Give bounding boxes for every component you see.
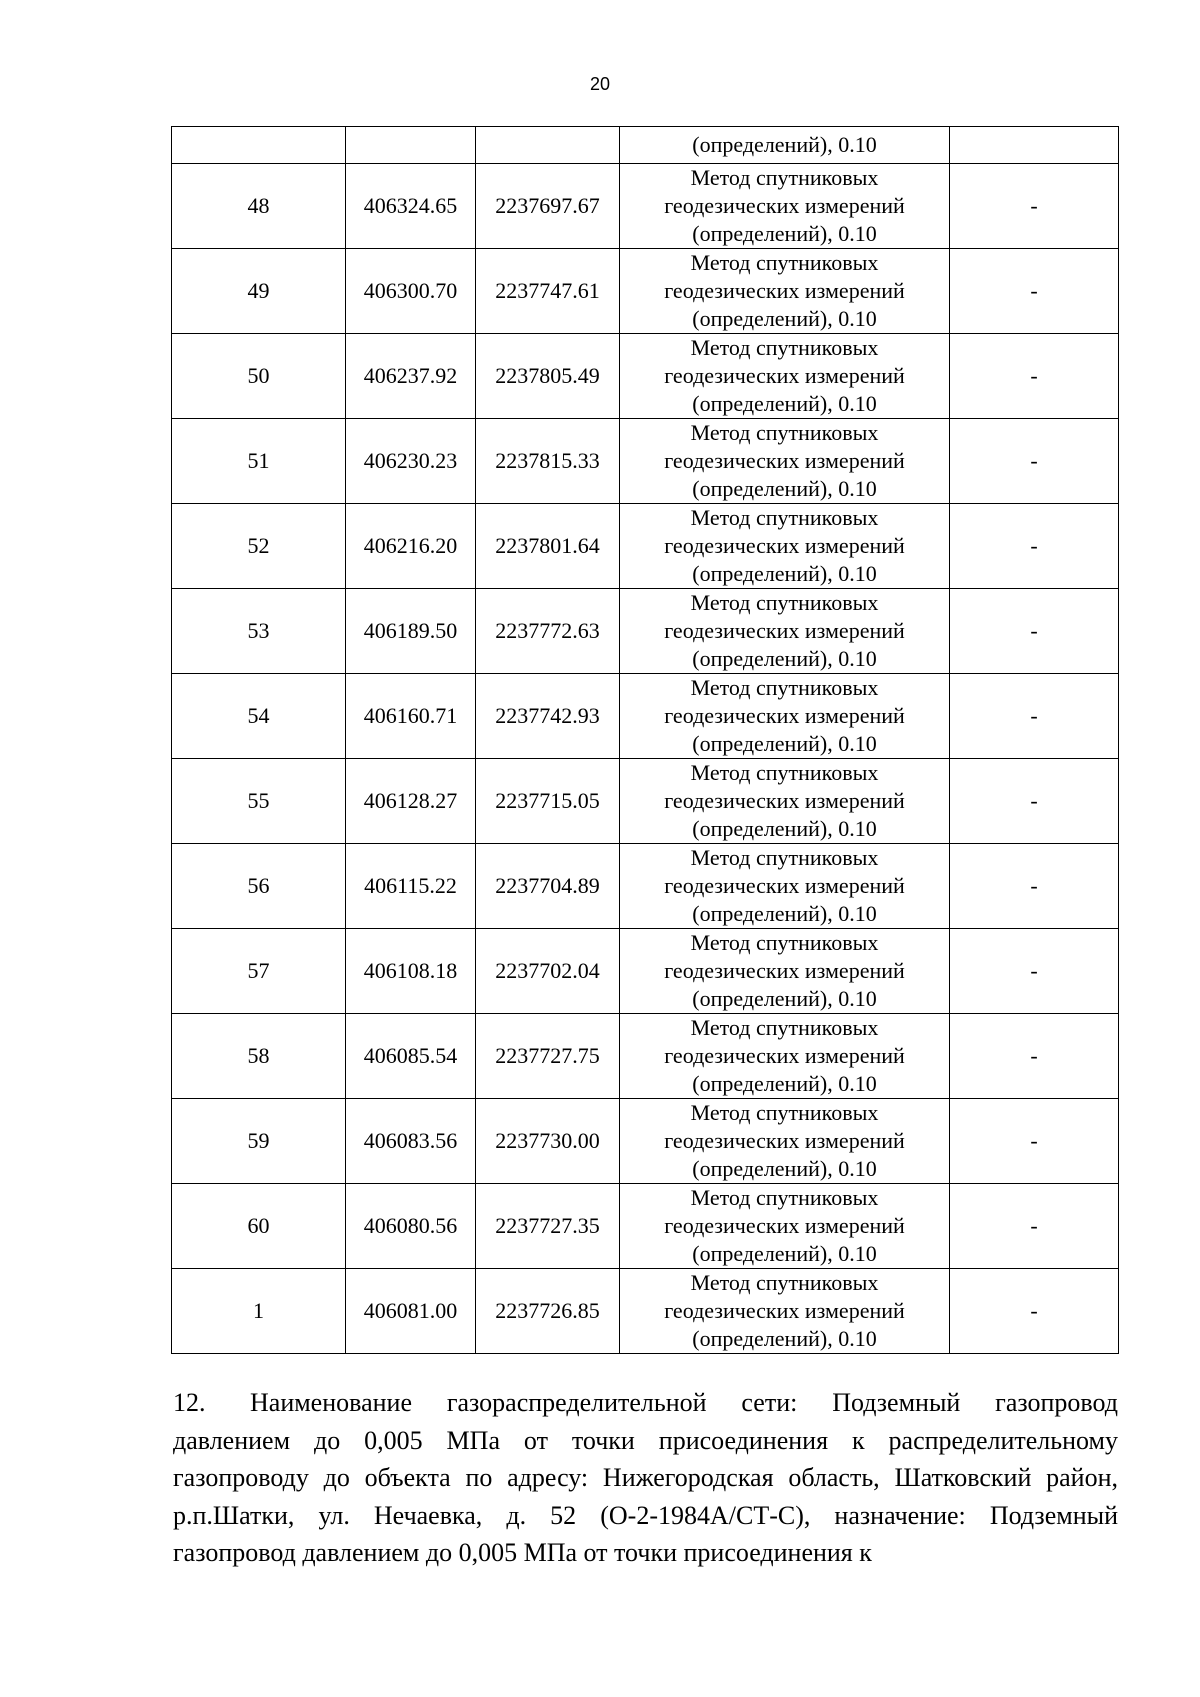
method-line: (определений), 0.10 xyxy=(692,1071,877,1096)
method-cell xyxy=(620,1014,950,1099)
y-coordinate-cell: 2237702.04 xyxy=(476,929,620,1014)
method-line: геодезических измерений xyxy=(664,788,905,813)
y-coordinate-cell xyxy=(476,127,620,164)
x-coordinate-cell: 406189.50 xyxy=(346,589,476,674)
y-coordinate-cell: 2237805.49 xyxy=(476,334,620,419)
method-line: Метод спутниковых xyxy=(690,845,879,870)
note-cell: - xyxy=(950,334,1119,419)
method-cell xyxy=(620,929,950,1014)
page-number: 20 xyxy=(589,74,611,94)
method-line: Метод спутниковых xyxy=(690,420,879,445)
method-line: Метод спутниковых xyxy=(690,930,879,955)
method-line: Метод спутниковых xyxy=(690,505,879,530)
note-cell: - xyxy=(950,249,1119,334)
point-cell xyxy=(172,127,346,164)
method-line: геодезических измерений xyxy=(664,873,905,898)
method-line: (определений), 0.10 xyxy=(692,561,877,586)
x-coordinate-cell: 406128.27 xyxy=(346,759,476,844)
method-line: геодезических измерений xyxy=(664,1128,905,1153)
method-cell xyxy=(620,589,950,674)
method-line: геодезических измерений xyxy=(664,618,905,643)
method-line: (определений), 0.10 xyxy=(692,816,877,841)
y-coordinate-cell: 2237704.89 xyxy=(476,844,620,929)
method-line: (определений), 0.10 xyxy=(692,1241,877,1266)
method-line: Метод спутниковых xyxy=(690,590,879,615)
method-line: геодезических измерений xyxy=(664,1213,905,1238)
method-line: геодезических измерений xyxy=(664,1298,905,1323)
y-coordinate-cell: 2237727.75 xyxy=(476,1014,620,1099)
method-line: Метод спутниковых xyxy=(690,1185,879,1210)
coordinates-table xyxy=(171,126,1119,1354)
y-coordinate-cell: 2237697.67 xyxy=(476,164,620,249)
table-row xyxy=(172,674,1119,759)
table-row xyxy=(172,759,1119,844)
method-line: геодезических измерений xyxy=(664,533,905,558)
method-cell xyxy=(620,759,950,844)
note-cell: - xyxy=(950,929,1119,1014)
table-row xyxy=(172,164,1119,249)
method-cell xyxy=(620,1269,950,1354)
table-row xyxy=(172,589,1119,674)
point-cell: 53 xyxy=(172,589,346,674)
method-line: (определений), 0.10 xyxy=(692,901,877,926)
x-coordinate-cell: 406300.70 xyxy=(346,249,476,334)
y-coordinate-cell: 2237726.85 xyxy=(476,1269,620,1354)
method-line: геодезических измерений xyxy=(664,363,905,388)
x-coordinate-cell: 406080.56 xyxy=(346,1184,476,1269)
note-cell: - xyxy=(950,844,1119,929)
table-row xyxy=(172,249,1119,334)
method-line: (определений), 0.10 xyxy=(692,1156,877,1181)
y-coordinate-cell: 2237815.33 xyxy=(476,419,620,504)
x-coordinate-cell: 406216.20 xyxy=(346,504,476,589)
method-line: Метод спутниковых xyxy=(690,335,879,360)
table-row xyxy=(172,334,1119,419)
point-cell: 60 xyxy=(172,1184,346,1269)
method-line: (определений), 0.10 xyxy=(692,1326,877,1351)
method-line: геодезических измерений xyxy=(664,1043,905,1068)
method-line: геодезических измерений xyxy=(664,958,905,983)
note-cell: - xyxy=(950,504,1119,589)
x-coordinate-cell: 406085.54 xyxy=(346,1014,476,1099)
table-row-continued xyxy=(172,127,1119,164)
method-cell xyxy=(620,164,950,249)
table-row xyxy=(172,419,1119,504)
point-cell: 57 xyxy=(172,929,346,1014)
method-cell xyxy=(620,1184,950,1269)
method-line: Метод спутниковых xyxy=(690,1270,879,1295)
method-cell xyxy=(620,249,950,334)
method-cell xyxy=(620,334,950,419)
point-cell: 54 xyxy=(172,674,346,759)
x-coordinate-cell: 406324.65 xyxy=(346,164,476,249)
method-line: (определений), 0.10 xyxy=(692,391,877,416)
x-coordinate-cell: 406237.92 xyxy=(346,334,476,419)
x-coordinate-cell: 406108.18 xyxy=(346,929,476,1014)
y-coordinate-cell: 2237730.00 xyxy=(476,1099,620,1184)
y-coordinate-cell: 2237772.63 xyxy=(476,589,620,674)
method-line: геодезических измерений xyxy=(664,193,905,218)
x-coordinate-cell: 406083.56 xyxy=(346,1099,476,1184)
note-cell: - xyxy=(950,759,1119,844)
point-cell: 59 xyxy=(172,1099,346,1184)
y-coordinate-cell: 2237742.93 xyxy=(476,674,620,759)
point-cell: 1 xyxy=(172,1269,346,1354)
point-cell: 50 xyxy=(172,334,346,419)
method-line: геодезических измерений xyxy=(664,703,905,728)
note-cell: - xyxy=(950,1099,1119,1184)
point-cell: 55 xyxy=(172,759,346,844)
coordinates-table-body xyxy=(172,127,1119,1354)
note-cell: - xyxy=(950,589,1119,674)
method-cell xyxy=(620,674,950,759)
note-cell xyxy=(950,127,1119,164)
table-row xyxy=(172,929,1119,1014)
point-cell: 58 xyxy=(172,1014,346,1099)
method-line: Метод спутниковых xyxy=(690,1100,879,1125)
method-cell xyxy=(620,504,950,589)
point-cell: 56 xyxy=(172,844,346,929)
point-cell: 49 xyxy=(172,249,346,334)
note-cell: - xyxy=(950,1269,1119,1354)
method-line: Метод спутниковых xyxy=(690,675,879,700)
y-coordinate-cell: 2237747.61 xyxy=(476,249,620,334)
method-line: (определений), 0.10 xyxy=(692,306,877,331)
method-line: Метод спутниковых xyxy=(690,165,879,190)
section-text: Наименование газораспределительной сети: Подземный газопровод давлением до 0,005 МПа от точки присоединения к распределительному газопроводу до объекта по адресу: Нижегородская область, Шатковский район, р.п.Шатки, ул. Нечаевка, д. 52 (О-2-1984А/СТ-С), назначение: Подземный газопровод давлением до 0,005 МПа от точки присоединения к xyxy=(173,1388,1118,1567)
method-cell xyxy=(620,844,950,929)
note-cell: - xyxy=(950,419,1119,504)
method-line: (определений), 0.10 xyxy=(692,731,877,756)
point-cell: 51 xyxy=(172,419,346,504)
y-coordinate-cell: 2237727.35 xyxy=(476,1184,620,1269)
table-row xyxy=(172,504,1119,589)
note-cell: - xyxy=(950,1184,1119,1269)
table-row xyxy=(172,1269,1119,1354)
method-cell xyxy=(620,419,950,504)
method-line: (определений), 0.10 xyxy=(692,476,877,501)
x-coordinate-cell: 406081.00 xyxy=(346,1269,476,1354)
y-coordinate-cell: 2237715.05 xyxy=(476,759,620,844)
method-line: Метод спутниковых xyxy=(690,250,879,275)
table-row xyxy=(172,1014,1119,1099)
y-coordinate-cell: 2237801.64 xyxy=(476,504,620,589)
method-line: (определений), 0.10 xyxy=(692,986,877,1011)
table-row xyxy=(172,1099,1119,1184)
point-cell: 52 xyxy=(172,504,346,589)
section-number: 12. xyxy=(173,1388,206,1417)
x-coordinate-cell: 406115.22 xyxy=(346,844,476,929)
x-coordinate-cell xyxy=(346,127,476,164)
method-cell xyxy=(620,1099,950,1184)
method-line: геодезических измерений xyxy=(664,448,905,473)
x-coordinate-cell: 406230.23 xyxy=(346,419,476,504)
point-cell: 48 xyxy=(172,164,346,249)
table-row xyxy=(172,844,1119,929)
method-line: Метод спутниковых xyxy=(690,1015,879,1040)
x-coordinate-cell: 406160.71 xyxy=(346,674,476,759)
table-row xyxy=(172,1184,1119,1269)
method-line: геодезических измерений xyxy=(664,278,905,303)
method-line: (определений), 0.10 xyxy=(692,646,877,671)
method-line: Метод спутниковых xyxy=(690,760,879,785)
section-paragraph xyxy=(173,1384,1118,1572)
note-cell: - xyxy=(950,164,1119,249)
method-line: (определений), 0.10 xyxy=(692,221,877,246)
method-cell: (определений), 0.10 xyxy=(620,127,950,164)
note-cell: - xyxy=(950,674,1119,759)
note-cell: - xyxy=(950,1014,1119,1099)
